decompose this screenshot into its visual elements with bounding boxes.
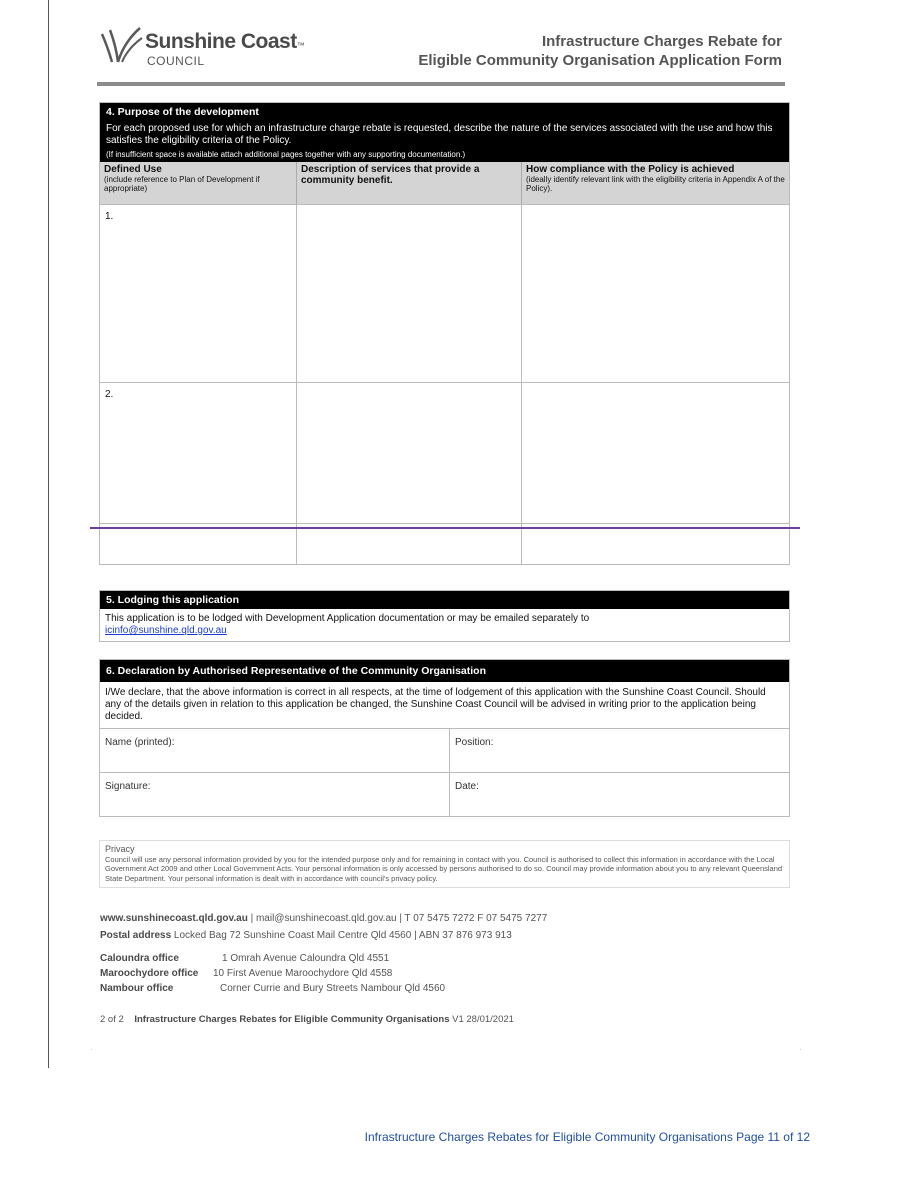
- table-row: [100, 204, 789, 382]
- form-title-line1: Infrastructure Charges Rebate for: [541, 33, 782, 50]
- scan-dot: [91, 1049, 92, 1050]
- signature-date-row: [100, 772, 789, 816]
- contact-line: www.sunshinecoast.qld.gov.au | mail@sunshinecoast.qld.gov.au | T 07 5475 7272 F 07 5475 7277: [100, 913, 548, 924]
- defined-use-cell-1[interactable]: 1.: [100, 205, 297, 382]
- logo-wordmark: Sunshine Coast™: [145, 30, 305, 53]
- table-row: [100, 523, 789, 564]
- website-link[interactable]: www.sunshinecoast.qld.gov.au: [100, 913, 248, 924]
- position-field[interactable]: Position:: [455, 737, 494, 748]
- table-header: [100, 162, 789, 204]
- page-footer: Infrastructure Charges Rebates for Eligible Community Organisations Page 11 of 12: [364, 1130, 810, 1144]
- office-caloundra: Caloundra office 1 Omrah Avenue Caloundra Qld 4551: [100, 953, 390, 964]
- page-margin-line: [48, 0, 49, 1068]
- email-link[interactable]: icinfo@sunshine.qld.gov.au: [105, 625, 227, 636]
- section-heading: 5. Lodging this application: [100, 591, 789, 609]
- header-divider: [97, 82, 785, 86]
- name-position-row: [100, 728, 789, 772]
- privacy-notice: [99, 840, 790, 888]
- column-header-description: Description of services that provide a community benefit.: [297, 162, 522, 204]
- annotation-line: [90, 527, 800, 529]
- scan-dot: [800, 1049, 801, 1050]
- section-declaration: [99, 659, 790, 817]
- defined-use-cell-2[interactable]: 2.: [100, 383, 297, 523]
- office-maroochydore: Maroochydore office 10 First Avenue Maroochydore Qld 4558: [100, 968, 393, 979]
- council-logo: [100, 22, 305, 70]
- section-heading: 6. Declaration by Authorised Representative of the Community Organisation: [100, 660, 789, 682]
- section-note: (If insufficient space is available attach additional pages together with any supporting documentation.): [100, 149, 789, 162]
- date-field[interactable]: Date:: [455, 781, 479, 792]
- description-cell-1[interactable]: [297, 205, 522, 382]
- logo-subtitle: COUNCIL: [147, 54, 205, 68]
- section-intro: For each proposed use for which an infrastructure charge rebate is requested, describe the nature of the services associated with the use and how this satisfies the eligibility criteria of the Policy.: [100, 121, 789, 149]
- office-nambour: Nambour office Corner Currie and Bury Streets Nambour Qld 4560: [100, 983, 446, 994]
- section-heading: 4. Purpose of the development: [100, 103, 789, 121]
- compliance-cell-1[interactable]: [522, 205, 789, 382]
- column-header-defined-use: Defined Use (include reference to Plan of Development if appropriate): [100, 162, 297, 204]
- privacy-text: Council will use any personal information provided by you for the intended purpose only and for remaining in contact with you. Council is authorised to collect this information in accordance with the Local Government Act 2009 and other Local Government Acts. Your personal information is only accessed by persons authorised to do so. Council may provide information about you to any relevant Queensland State Department. Your personal information is dealt with in accordance with council's privacy policy.: [105, 854, 783, 883]
- postal-line: Postal address Locked Bag 72 Sunshine Coast Mail Centre Qld 4560 | ABN 37 876 973 913: [100, 930, 512, 941]
- table-row: [100, 382, 789, 523]
- compliance-cell-3[interactable]: [522, 524, 789, 564]
- description-cell-3[interactable]: [297, 524, 522, 564]
- description-cell-2[interactable]: [297, 383, 522, 523]
- privacy-title: Privacy: [105, 844, 135, 854]
- compliance-cell-2[interactable]: [522, 383, 789, 523]
- defined-use-cell-3[interactable]: [100, 524, 297, 564]
- section-purpose: [99, 102, 790, 565]
- column-header-compliance: How compliance with the Policy is achieved (ideally identify relevant link with the eligibility criteria in Appendix A of the Policy).: [522, 162, 789, 204]
- declaration-text: I/We declare, that the above information is correct in all respects, at the time of lodgement of this application with the Sunshine Coast Council. Should any of the details given in relation to this application be changed, the Sunshine Coast Council will be advised in writing prior to the application being decided.: [105, 687, 766, 722]
- lodging-text: This application is to be lodged with Development Application documentation or may be emailed separately to icinfo@sunshine.qld.gov.au: [105, 613, 590, 636]
- signature-field[interactable]: Signature:: [100, 773, 450, 816]
- inner-page-reference: 2 of 2 Infrastructure Charges Rebates for Eligible Community Organisations V1 28/01/2021: [100, 1014, 514, 1025]
- name-field[interactable]: Name (printed):: [100, 729, 450, 772]
- form-title-line2: Eligible Community Organisation Application Form: [418, 52, 782, 69]
- section-lodging: [99, 590, 790, 642]
- logo-mark-icon: [100, 22, 144, 68]
- form-title: [418, 32, 782, 70]
